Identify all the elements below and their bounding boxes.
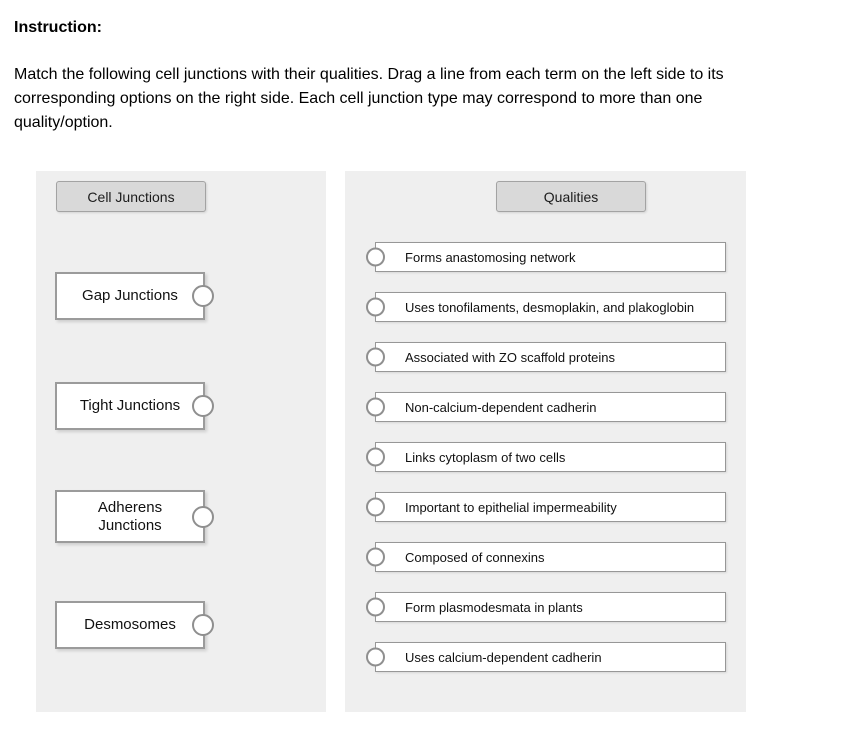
option-connector-circle[interactable] — [366, 348, 385, 367]
option-label: Links cytoplasm of two cells — [405, 449, 566, 465]
option-connector-circle[interactable] — [366, 398, 385, 417]
term-tight-junctions[interactable] — [55, 382, 205, 430]
option-connector-circle[interactable] — [366, 498, 385, 517]
option-connector-circle[interactable] — [366, 448, 385, 467]
term-gap-junctions[interactable] — [55, 272, 205, 320]
cell-junctions-header: Cell Junctions — [56, 181, 206, 212]
option-composed-of-connexins[interactable] — [375, 542, 726, 572]
option-calcium-dependent-cadherin[interactable] — [375, 642, 726, 672]
instruction-title: Instruction: — [14, 19, 102, 36]
term-desmosomes-label: Desmosomes — [84, 616, 176, 633]
option-label: Uses tonofilaments, desmoplakin, and plakoglobin — [405, 299, 695, 315]
term-gap-junctions-label: Gap Junctions — [82, 287, 178, 304]
option-forms-anastomosing-network[interactable] — [375, 242, 726, 272]
qualities-header: Qualities — [496, 181, 646, 212]
instruction-body: Match the following cell junctions with their qualities. Drag a line from each term on the left side to its corresponding options on the right side. Each cell junction type may correspond to more than one quality/option. — [14, 66, 724, 131]
option-label: Form plasmodesmata in plants — [405, 599, 583, 615]
option-non-calcium-dependent-cadherin[interactable] — [375, 392, 726, 422]
option-connector-circle[interactable] — [366, 298, 385, 317]
option-label: Important to epithelial impermeability — [405, 499, 617, 515]
option-plasmodesmata-in-plants[interactable] — [375, 592, 726, 622]
term-desmosomes[interactable] — [55, 601, 205, 649]
option-connector-circle[interactable] — [366, 248, 385, 267]
option-label: Associated with ZO scaffold proteins — [405, 349, 616, 365]
desmosomes-connector-circle[interactable] — [192, 614, 214, 636]
term-adherens-junctions-label: Adherens Junctions — [97, 498, 163, 534]
option-connector-circle[interactable] — [366, 648, 385, 667]
option-label: Non-calcium-dependent cadherin — [405, 399, 597, 415]
gap-junctions-connector-circle[interactable] — [192, 285, 214, 307]
cell-junctions-panel — [36, 171, 326, 712]
adherens-junctions-connector-circle[interactable] — [192, 506, 214, 528]
qualities-panel — [345, 171, 746, 712]
option-label: Composed of connexins — [405, 549, 545, 565]
option-uses-tonofilaments[interactable] — [375, 292, 726, 322]
term-adherens-junctions[interactable] — [55, 490, 205, 543]
tight-junctions-connector-circle[interactable] — [192, 395, 214, 417]
option-zo-scaffold-proteins[interactable] — [375, 342, 726, 372]
option-epithelial-impermeability[interactable] — [375, 492, 726, 522]
option-label: Uses calcium-dependent cadherin — [405, 649, 602, 665]
term-tight-junctions-label: Tight Junctions — [79, 397, 181, 414]
option-connector-circle[interactable] — [366, 598, 385, 617]
option-connector-circle[interactable] — [366, 548, 385, 567]
option-label: Forms anastomosing network — [405, 249, 576, 265]
option-links-cytoplasm[interactable] — [375, 442, 726, 472]
